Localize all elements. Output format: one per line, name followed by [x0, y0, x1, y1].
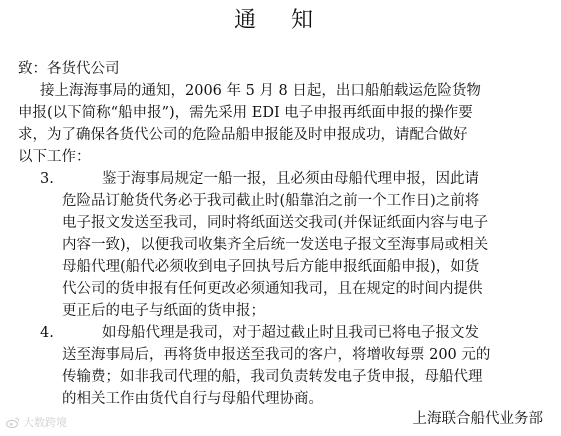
- watermark-text: 大数跨境: [23, 416, 67, 429]
- watermark: [6, 414, 67, 430]
- item-line: 鉴于海事局规定一船一报，且必须由母船代理申报，因此请: [102, 171, 479, 187]
- signature: 上海联合船代业务部: [412, 411, 543, 427]
- item-line: 危险品订舱货代务必于我司截止时(船靠泊之前一个工作日)之前将: [62, 193, 480, 209]
- item-line: 电子报文发送至我司，同时将纸面送交我司(并保证纸面内容与电子: [62, 215, 489, 231]
- item-number: 4.: [40, 325, 54, 341]
- item-line: 更正后的电子与纸面的货申报；: [62, 303, 265, 319]
- item-line: 如母船代理是我司，对于超过截止时且我司已将电子报文发: [102, 325, 479, 341]
- salutation: 致：各货代公司: [18, 61, 120, 77]
- intro-line: 求，为了确保各货代公司的危险品船申报能及时申报成功，请配合做好: [18, 127, 468, 143]
- item-line: 母船代理(船代必须收到电子回执号后方能申报纸面船申报)，如货: [62, 259, 480, 275]
- intro-line: 接上海海事局的通知，2006 年 5 月 8 日起，出口船舶载运危险货物: [40, 83, 481, 99]
- item-number: 3.: [40, 171, 54, 187]
- item-line: 送至海事局后，再将货申报送至我司的客户，将增收每票 200 元的: [62, 347, 491, 363]
- intro-line: 申报(以下简称“船申报”)，需先采用 EDI 电子申报再纸面申报的操作要: [18, 105, 473, 121]
- weibo-icon: [6, 417, 20, 428]
- item-line: 的相关工作由货代自行与母船代理协商。: [62, 391, 323, 407]
- item-line: 代公司的货申报有任何更改必须通知我司，且在规定的时间内提供: [62, 281, 483, 297]
- intro-line: 以下工作：: [18, 149, 91, 165]
- item-line: 传输费；如非我司代理的船，我司负责转发电子货申报，母船代理: [62, 369, 483, 385]
- item-line: 内容一致)，以便我司收集齐全后统一发送电子报文至海事局或相关: [62, 237, 489, 253]
- document-title: 通 知: [234, 8, 327, 33]
